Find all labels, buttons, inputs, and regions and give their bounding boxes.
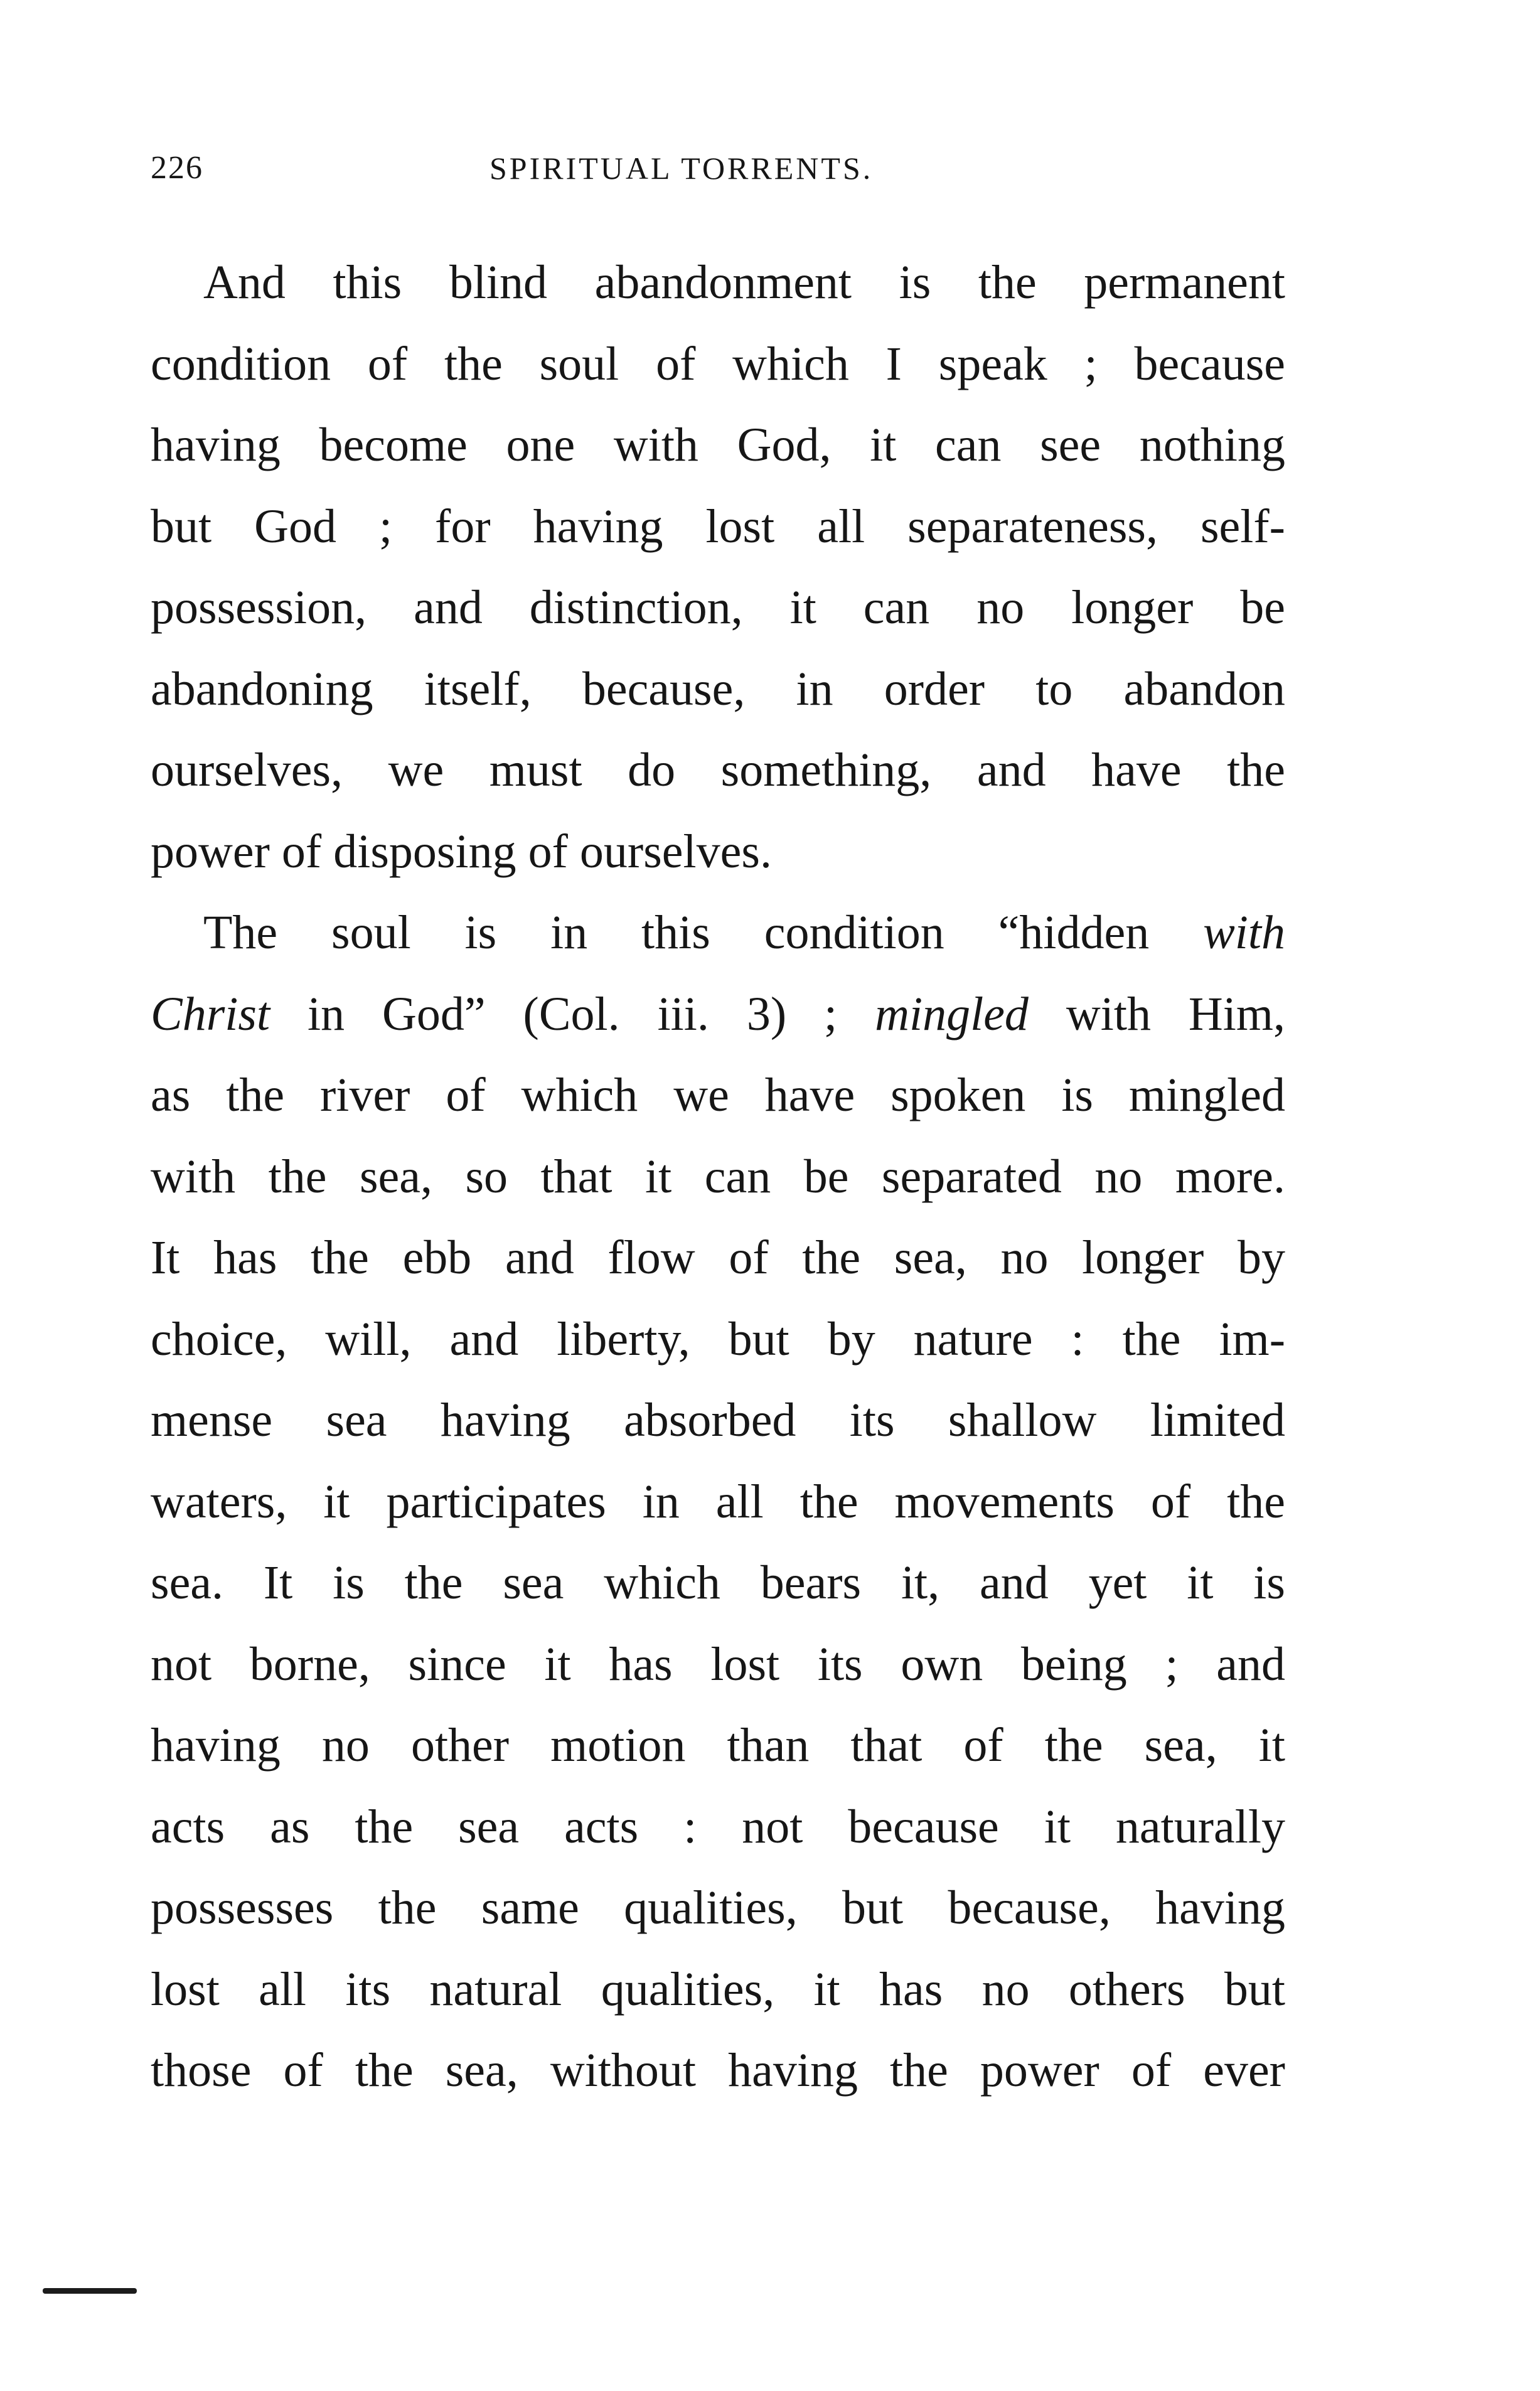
- text-line: having become one with God, it can see nothing: [151, 419, 1285, 471]
- text-line: not borne, since it has lost its own being ; and: [151, 1637, 1285, 1691]
- text-line: [151, 892, 1285, 974]
- text-line: with the sea, so that it can be separated no more.: [151, 1150, 1285, 1203]
- text-line: lost all its natural qualities, it has no others but: [151, 1962, 1285, 2016]
- body-text: [151, 242, 1285, 2112]
- italic-word: mingled: [875, 987, 1029, 1040]
- text-line: waters, it participates in all the movements of the: [151, 1475, 1285, 1528]
- italic-word: Christ: [151, 987, 270, 1040]
- text-segment: in God” (Col. iii. 3) ;: [270, 987, 875, 1040]
- running-title: SPIRITUAL TORRENTS.: [489, 151, 874, 186]
- text-line: choice, will, and liberty, but by nature : the im-: [151, 1312, 1285, 1366]
- text-line: ourselves, we must do something, and have the: [151, 744, 1285, 796]
- text-line: as the river of which we have spoken is mingled: [151, 1069, 1285, 1121]
- text-line: acts as the sea acts : not because it naturally: [151, 1800, 1285, 1853]
- text-line: power of disposing of ourselves.: [151, 825, 772, 878]
- text-line: sea. It is the sea which bears it, and yet it is: [151, 1556, 1285, 1609]
- text-line: those of the sea, without having the power of ever: [151, 2044, 1285, 2097]
- text-line: It has the ebb and flow of the sea, no longer by: [151, 1231, 1285, 1284]
- page-number: 226: [151, 150, 203, 186]
- scan-mark: [43, 2288, 137, 2294]
- text-line: abandoning itself, because, in order to abandon: [151, 662, 1285, 715]
- text-line: possesses the same qualities, but because, having: [151, 1881, 1285, 1934]
- page-header: [151, 143, 1280, 193]
- text-line: And this blind abandonment is the permanent: [203, 256, 1285, 309]
- text-line: mense sea having absorbed its shallow limited: [151, 1394, 1285, 1447]
- text-line: having no other motion than that of the sea, it: [151, 1719, 1285, 1772]
- text-segment: The soul is in this condition “hidden: [203, 906, 1204, 959]
- text-segment: with Him,: [1028, 987, 1285, 1040]
- text-line: possession, and distinction, it can no longer be: [151, 581, 1285, 634]
- text-line: condition of the soul of which I speak ; because: [151, 337, 1285, 390]
- text-line: [151, 974, 1285, 1056]
- italic-word: with: [1203, 906, 1285, 959]
- text-line: but God ; for having lost all separateness, self-: [151, 500, 1285, 553]
